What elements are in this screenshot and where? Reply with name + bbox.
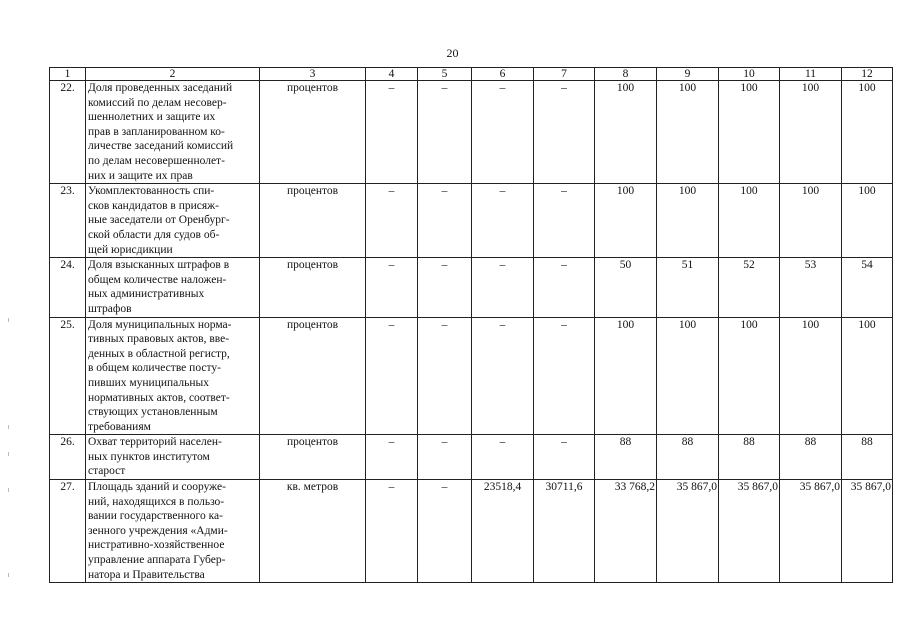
description-line: управление аппарата Губер- (88, 554, 226, 567)
value-cell: 35 867,0 (657, 480, 719, 583)
indicator-table (49, 67, 893, 583)
value-cell: 50 (595, 258, 657, 317)
value-cell: 30711,6 (534, 480, 595, 583)
value-cell: 100 (657, 317, 719, 435)
row-number: 27. (50, 480, 86, 583)
value-cell: – (472, 435, 534, 480)
column-header: 6 (472, 68, 534, 81)
value-cell: 100 (780, 184, 842, 258)
scan-margin-mark (8, 425, 9, 429)
page-number: 20 (446, 46, 459, 60)
column-header: 3 (260, 68, 366, 81)
column-header: 7 (534, 68, 595, 81)
indicator-description (86, 435, 260, 480)
value-cell: 52 (719, 258, 780, 317)
value-cell: – (366, 81, 418, 184)
value-cell: 100 (719, 81, 780, 184)
description-line: прав в запланированном ко- (88, 125, 225, 138)
description-line: ствующих установленным (88, 406, 218, 419)
unit-of-measure: процентов (260, 435, 366, 480)
column-header: 12 (842, 68, 893, 81)
description-line: в общем количестве посту- (88, 362, 221, 375)
value-cell: – (418, 435, 472, 480)
row-number: 26. (50, 435, 86, 480)
value-cell: 100 (842, 317, 893, 435)
value-cell: 100 (657, 81, 719, 184)
value-cell: – (418, 317, 472, 435)
value-cell: – (472, 184, 534, 258)
row-number: 25. (50, 317, 86, 435)
row-number: 24. (50, 258, 86, 317)
value-cell: 54 (842, 258, 893, 317)
description-line: старост (88, 465, 126, 478)
description-line: ных административных (88, 288, 205, 301)
value-cell: 35 867,0 (842, 480, 893, 583)
value-cell: 100 (780, 317, 842, 435)
description-line: пивших муниципальных (88, 376, 209, 389)
description-line: зенного учреждения «Адми- (88, 524, 228, 537)
value-cell: 88 (719, 435, 780, 480)
description-line: личестве заседаний комиссий (88, 140, 234, 153)
description-line: штрафов (88, 302, 132, 315)
value-cell: 88 (657, 435, 719, 480)
scan-margin-mark (8, 318, 9, 322)
value-cell: – (366, 480, 418, 583)
value-cell: 100 (719, 184, 780, 258)
column-header: 5 (418, 68, 472, 81)
value-cell: 100 (595, 81, 657, 184)
row-number: 23. (50, 184, 86, 258)
description-line: Доля муниципальных норма- (88, 318, 232, 331)
column-header: 1 (50, 68, 86, 81)
table-row (50, 317, 893, 435)
column-header: 9 (657, 68, 719, 81)
value-cell: – (472, 317, 534, 435)
value-cell: 33 768,2 (595, 480, 657, 583)
value-cell: 35 867,0 (719, 480, 780, 583)
value-cell: 100 (595, 184, 657, 258)
table-row (50, 81, 893, 184)
value-cell: – (418, 81, 472, 184)
description-line: по делам несовершеннолет- (88, 154, 225, 167)
value-cell: 51 (657, 258, 719, 317)
scan-margin-mark (8, 488, 9, 492)
description-line: денных в областной регистр, (88, 347, 230, 360)
indicator-description (86, 81, 260, 184)
description-line: натора и Правительства (88, 568, 205, 581)
value-cell: – (534, 258, 595, 317)
scan-margin-mark (8, 452, 9, 456)
table-row (50, 435, 893, 480)
description-line: Доля проведенных заседаний (88, 82, 233, 94)
row-number: 22. (50, 81, 86, 184)
description-line: требованиям (88, 420, 151, 433)
value-cell: 88 (842, 435, 893, 480)
description-line: них и защите их прав (88, 169, 193, 182)
indicator-description (86, 258, 260, 317)
value-cell: – (534, 435, 595, 480)
value-cell: – (472, 258, 534, 317)
unit-of-measure: процентов (260, 317, 366, 435)
value-cell: 35 867,0 (780, 480, 842, 583)
table-row (50, 480, 893, 583)
column-header: 8 (595, 68, 657, 81)
description-line: ные заседатели от Оренбург- (88, 214, 230, 227)
value-cell: – (366, 317, 418, 435)
description-line: сков кандидатов в присяж- (88, 199, 219, 212)
value-cell: 100 (842, 184, 893, 258)
value-cell: 100 (595, 317, 657, 435)
value-cell: – (366, 184, 418, 258)
value-cell: – (366, 435, 418, 480)
description-line: ской области для судов об- (88, 228, 220, 241)
description-line: общем количестве наложен- (88, 273, 227, 286)
unit-of-measure: процентов (260, 81, 366, 184)
table-row (50, 184, 893, 258)
value-cell: – (366, 258, 418, 317)
description-line: тивных правовых актов, вве- (88, 333, 230, 346)
value-cell: 23518,4 (472, 480, 534, 583)
value-cell: – (472, 81, 534, 184)
value-cell: – (534, 317, 595, 435)
unit-of-measure: кв. метров (260, 480, 366, 583)
description-line: ний, находящихся в пользо- (88, 495, 225, 508)
indicator-description (86, 184, 260, 258)
value-cell: 88 (780, 435, 842, 480)
column-header: 10 (719, 68, 780, 81)
column-header: 4 (366, 68, 418, 81)
description-line: вании государственного ка- (88, 510, 223, 523)
description-line: ных пунктов институтом (88, 450, 210, 463)
value-cell: 88 (595, 435, 657, 480)
unit-of-measure: процентов (260, 184, 366, 258)
column-header: 2 (86, 68, 260, 81)
value-cell: – (418, 258, 472, 317)
value-cell: 100 (780, 81, 842, 184)
description-line: нормативных актов, соответ- (88, 391, 230, 404)
value-cell: – (418, 184, 472, 258)
value-cell: – (418, 480, 472, 583)
description-line: Доля взысканных штрафов в (88, 259, 230, 272)
value-cell: 53 (780, 258, 842, 317)
description-line: Укомплектованность спи- (88, 185, 215, 198)
indicator-description (86, 480, 260, 583)
description-line: комиссий по делам несовер- (88, 96, 227, 109)
description-line: Площадь зданий и сооруже- (88, 481, 226, 494)
table-row (50, 258, 893, 317)
value-cell: 100 (657, 184, 719, 258)
scan-margin-mark (8, 573, 9, 577)
description-line: шеннолетних и защите их (88, 111, 216, 124)
value-cell: – (534, 81, 595, 184)
column-number-row (50, 68, 893, 81)
indicator-description (86, 317, 260, 435)
description-line: щей юрисдикции (88, 243, 173, 256)
value-cell: 100 (842, 81, 893, 184)
value-cell: – (534, 184, 595, 258)
unit-of-measure: процентов (260, 258, 366, 317)
description-line: Охват территорий населен- (88, 436, 222, 449)
description-line: нистративно-хозяйственное (88, 539, 225, 552)
column-header: 11 (780, 68, 842, 81)
value-cell: 100 (719, 317, 780, 435)
